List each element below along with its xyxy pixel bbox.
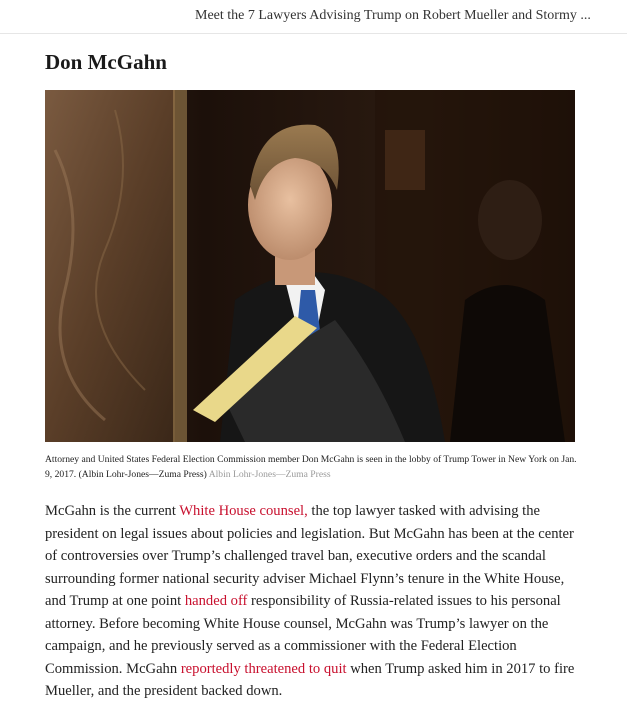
- paragraph-text-2: the top lawyer tasked with advising the president on legal issues about policies and legislation. But McGahn has been at the center of controversies over Trump’s challenged travel ban, executive orders and the scandal surrounding former national security adviser Michael Flynn’s tenure in the White House, and Trump at one point: [45, 503, 574, 609]
- photo-caption: [45, 452, 580, 482]
- photo-illustration: [45, 90, 575, 442]
- section-heading: Don McGahn: [45, 50, 167, 74]
- article-paragraph: [45, 500, 585, 703]
- threatened-to-quit-link[interactable]: reportedly threatened to quit: [180, 660, 347, 677]
- paragraph-text-1: McGahn is the current: [45, 503, 180, 519]
- handed-off-link[interactable]: handed off: [184, 593, 248, 609]
- caption-text: Attorney and United States Federal Election Commission member Don McGahn is seen in the lobby of Trump Tower in New York on Jan. 9, 2017. (Albin Lohr-Jones—Zuma Press): [45, 454, 577, 480]
- photo-credit: Albin Lohr-Jones—Zuma Press: [208, 469, 331, 480]
- paragraph-text-4: when Trump asked him in 2017 to fire Mueller, and the president backed down.: [45, 660, 575, 699]
- white-house-counsel-link[interactable]: White House counsel,: [179, 503, 308, 519]
- top-bar: [0, 0, 627, 34]
- article-title: Meet the 7 Lawyers Advising Trump on Robert Mueller and Stormy ...: [195, 8, 591, 23]
- article-photo: [45, 90, 575, 442]
- paragraph-text-3: responsibility of Russia-related issues to his personal attorney. Before becoming White House counsel, McGahn was Trump’s lawyer on the campaign, and he previously served as a commissioner with the Federal Election Commission. McGahn: [45, 593, 561, 677]
